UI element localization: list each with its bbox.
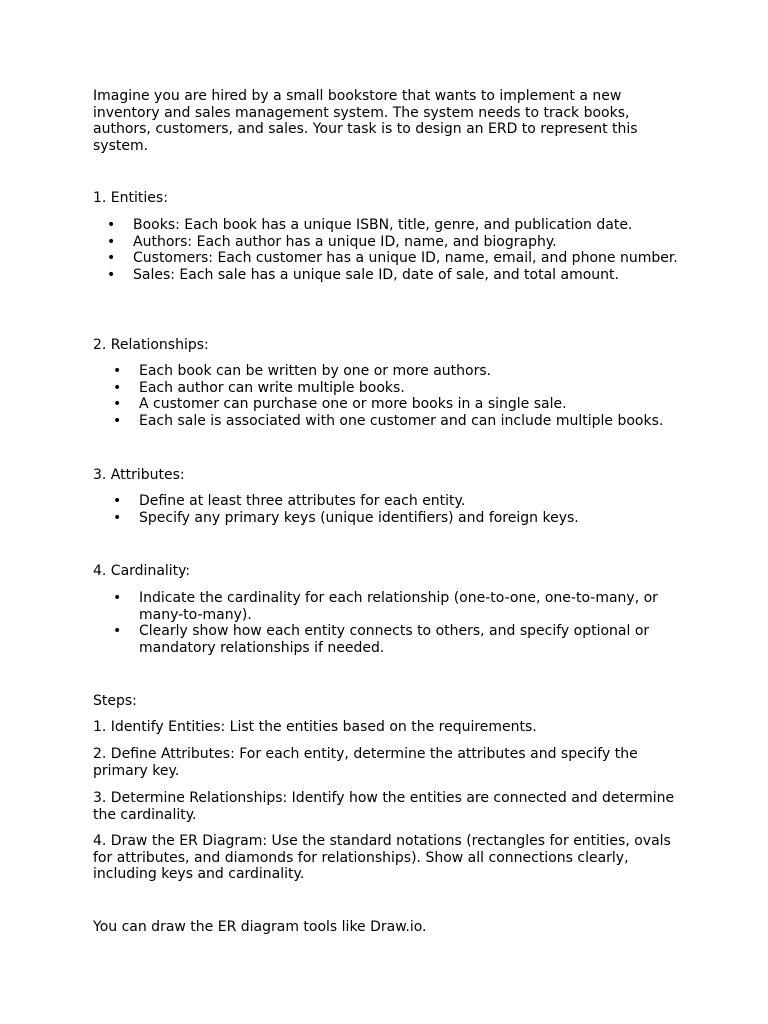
entities-list — [93, 217, 683, 283]
steps-heading: Steps: — [93, 693, 137, 709]
list-item: • Clearly show how each entity connects to others, and specify optional or mandatory relationships if needed. — [113, 623, 650, 656]
list-item: • Each author can write multiple books. — [113, 379, 405, 396]
list-item: • Define at least three attributes for each entity. — [113, 493, 466, 509]
section-heading-attributes: 3. Attributes: — [93, 467, 185, 483]
bullet-icon: • — [113, 363, 122, 379]
cardinality-list — [93, 590, 683, 656]
list-item: • Indicate the cardinality for each relationship (one-to-one, one-to-many, or many-to-many). — [113, 590, 658, 623]
list-item: • Authors: Each author has a unique ID, name, and biography. — [107, 233, 557, 250]
section-heading-entities: 1. Entities: — [93, 190, 168, 206]
list-item: • Sales: Each sale has a unique sale ID, date of sale, and total amount. — [107, 266, 619, 283]
bullet-icon: • — [107, 266, 116, 283]
section-heading-relationships: 2. Relationships: — [93, 337, 209, 353]
section-heading-cardinality: 4. Cardinality: — [93, 563, 191, 579]
list-item: • Each sale is associated with one customer and can include multiple books. — [113, 412, 664, 429]
closing-note: You can draw the ER diagram tools like Draw.io. — [93, 919, 427, 935]
step-item: 2. Define Attributes: For each entity, determine the attributes and specify the primary key. — [93, 746, 638, 779]
attributes-list — [93, 493, 683, 526]
bullet-icon: • — [113, 509, 122, 526]
bullet-icon: • — [113, 396, 122, 413]
bullet-icon: • — [113, 493, 122, 509]
step-item: 4. Draw the ER Diagram: Use the standard notations (rectangles for entities, ovals for attributes, and diamonds for relationships). Show all connections clearly, including keys and cardinality. — [93, 833, 671, 883]
bullet-icon: • — [107, 250, 116, 267]
bullet-icon: • — [113, 379, 122, 396]
bullet-icon: • — [113, 412, 122, 429]
list-item: • Customers: Each customer has a unique ID, name, email, and phone number. — [107, 250, 678, 267]
step-item: 1. Identify Entities: List the entities based on the requirements. — [93, 719, 537, 735]
list-item: • Specify any primary keys (unique identifiers) and foreign keys. — [113, 509, 579, 526]
step-item: 3. Determine Relationships: Identify how the entities are connected and determine the cardinality. — [93, 790, 675, 823]
intro-paragraph: Imagine you are hired by a small bookstore that wants to implement a new inventory and sales management system. The system needs to track books, authors, customers, and sales. Your task is to design an ERD to represent this system. — [93, 88, 638, 154]
list-item: • A customer can purchase one or more books in a single sale. — [113, 396, 567, 413]
relationships-list — [93, 363, 683, 429]
list-item: • Books: Each book has a unique ISBN, title, genre, and publication date. — [107, 217, 633, 233]
bullet-icon: • — [113, 590, 122, 606]
bullet-icon: • — [113, 623, 122, 640]
list-item: • Each book can be written by one or more authors. — [113, 363, 492, 379]
bullet-icon: • — [107, 233, 116, 250]
bullet-icon: • — [107, 217, 116, 233]
